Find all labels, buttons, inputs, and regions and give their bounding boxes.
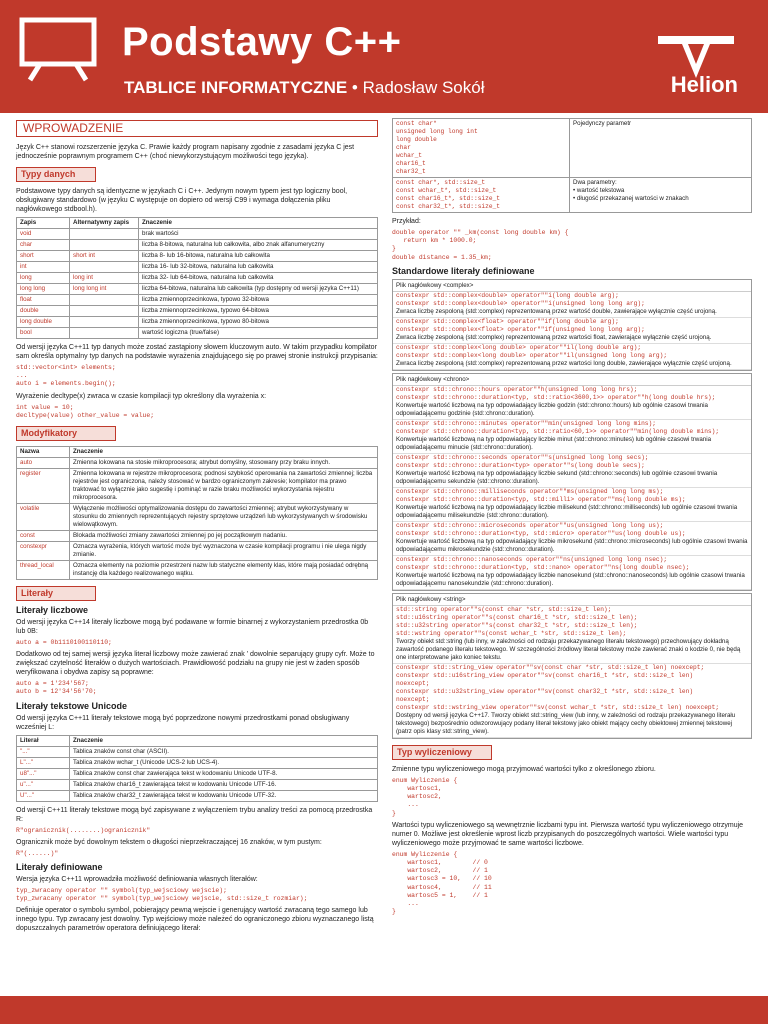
uni-head-1: Znaczenie (70, 735, 378, 746)
types-row-cell: liczba zmiennoprzecinkowa, typowo 64-bitowa (139, 306, 378, 317)
modifier-row-cell: constexpr (17, 542, 70, 561)
modifier-row-cell: thread_local (17, 561, 70, 580)
num-literals-text-2: Dodatkowo od tej samej wersji języka literał liczbowy może zawierać znak ' dowolnie separujący grupy cyfr. Może to zwiększać czytelność literałów o dużych wartościach. Prawidłowość podziału na grupy nie jest w żaden sposób weryfikowana i obydwa zapisy są poprawne: (16, 651, 375, 677)
section-enum: Typ wyliczeniowy (392, 745, 492, 760)
mod-head-0: Nazwa (17, 447, 70, 458)
params-double: const char*, std::size_t const wchar_t*, std::size_t const char16_t*, std::size_t const char32_t*, std::size_t (393, 178, 570, 213)
raw-text-2: Ogranicznik może być dowolnym tekstem o długości nieprzekraczającej 16 znaków, w tym pustym: (16, 838, 322, 846)
page-subtitle: TABLICE INFORMATYCZNE • Radosław Sokół (124, 78, 485, 97)
num-literals-title: Literały liczbowe (16, 605, 89, 616)
footer-band (0, 996, 768, 1024)
types-row-cell: int (17, 262, 70, 273)
types-row (17, 317, 378, 328)
chrono-item (393, 556, 751, 590)
chrono-code: constexpr std::chrono::microseconds operator""us(unsigned long long us); constexpr std::chrono::duration<typ, std::micro> operator""us(long double us); (396, 521, 686, 537)
decltype-code: int value = 10; decltype(value) other_value = value; (16, 403, 155, 419)
types-row-cell (70, 262, 139, 273)
types-row-cell: long int (70, 273, 139, 284)
types-row-cell: wartość logiczna (true/false) (139, 328, 378, 339)
types-table (16, 217, 378, 339)
unicode-table (16, 735, 378, 802)
uni-head-0: Literał (17, 735, 70, 746)
string-box (392, 593, 752, 739)
defined-code: typ_zwracany operator "" symbol(typ_wejsciowy wejscie); typ_zwracany operator "" symbol(typ_wejsciowy wejscie, std::size_t rozmiar); (16, 887, 308, 903)
types-row (17, 240, 378, 251)
unicode-literals-title: Literały tekstowe Unicode (16, 700, 128, 711)
types-row-cell: brak wartości (139, 229, 378, 240)
types-row-cell: float (17, 295, 70, 306)
params-double-desc: Dwa parametry: • wartość tekstowa • długość przekazanej wartości w znakach (570, 178, 752, 213)
chrono-desc: Konwertuje wartość liczbową na typ odpowiadający liczbie mikrosekund (std::chrono::microseconds) lub ogólnie czasowi trwania odpowiadającemu mikrosekundzie (std::chrono::duration). (396, 537, 748, 553)
enum-text: Zmienne typu wyliczeniowego mogą przyjmować wartości tylko z określonego zbioru. (392, 765, 656, 773)
chrono-code: constexpr std::chrono::hours operator""h(unsigned long long hrs); constexpr std::chrono::duration<typ, std::ratio<3600,1>> operator""h(long double hrs); (396, 385, 716, 401)
section-types: Typy danych (16, 167, 96, 182)
unicode-literals-text: Od wersji języka C++11 literały tekstowe mogą być poprzedzone nowymi przedrostkami ponad obsługiwany wcześniej L: (16, 714, 350, 731)
complex-desc: Zwraca liczbę zespoloną (std::complex) reprezentowaną przez wartości long double, zawierające wyłącznie część urojoną. (396, 359, 732, 367)
chrono-desc: Konwertuje wartość liczbową na typ odpowiadający liczbie nanosekund (std::chrono::nanoseconds) lub ogólnie czasowi trwania odpowiadającemu nanosekundzie (std::chrono::duration). (396, 571, 745, 587)
modifier-row-cell: Blokada możliwości zmiany zawartości zmiennej po jej początkowym nadaniu. (70, 531, 378, 542)
chrono-code: constexpr std::chrono::nanoseconds operator""ns(unsigned long long nsec); constexpr std::chrono::duration<typ, std::nano> operator""ns(long double nsec); (396, 555, 690, 571)
section-literals: Literały (16, 586, 96, 601)
types-head-2: Znaczenie (139, 218, 378, 229)
unicode-row (17, 757, 378, 768)
types-row-cell: double (17, 306, 70, 317)
modifier-row (17, 561, 378, 580)
types-row-cell (70, 317, 139, 328)
chrono-desc: Konwertuje wartość liczbową na typ odpowiadający liczbie sekund (std::chrono::seconds) lub ogólnie czasowi trwania odpowiadającemu sekundzie (std::chrono::duration). (396, 469, 718, 485)
types-row (17, 306, 378, 317)
types-row-cell: char (17, 240, 70, 251)
chrono-code: constexpr std::chrono::seconds operator""s(unsigned long long secs); constexpr std::chrono::duration<typ> operator""s(long double secs); (396, 453, 649, 469)
decltype-text: Wyrażenie decltype(x) zwraca w czasie kompilacji typ określony dla wyrażenia x: (16, 392, 267, 400)
string-code: std::string operator""s(const char *str, std::size_t len); std::u16string operator""s(const char16_t *str, std::size_t len); std::u32string operator""s(const char32_t *str, std::size_t len); std::wstring operator""s(const wchar_t *str, std::size_t len); (396, 605, 638, 637)
unicode-row-cell: Tablica znaków const char zawierająca tekst w kodowaniu Unicode UTF-8. (70, 768, 378, 779)
types-row-cell: bool (17, 328, 70, 339)
unicode-row (17, 768, 378, 779)
enum-code-2: enum Wyliczenie { wartosc1, // 0 wartosc2, // 1 wartosc3 = 10, // 10 wartosc4, // 11 wartosc5 = 1, // 1 ... } (392, 850, 492, 916)
types-row-cell: short (17, 251, 70, 262)
modifier-row (17, 504, 378, 531)
types-row-cell: liczba zmiennoprzecinkowa, typowo 80-bitowa (139, 317, 378, 328)
example-code: double operator "" _km(const long double km) { return km * 1000.0; } double distance = 1.35_km; (392, 229, 569, 261)
chrono-code: constexpr std::chrono::minutes operator""min(unsigned long long mins); constexpr std::chrono::duration<typ, std::ratio<60,1>> operator""min(long double mins); (396, 419, 720, 435)
chrono-box (392, 373, 752, 591)
types-row-cell: long (17, 273, 70, 284)
unicode-row-cell: "..." (17, 746, 70, 757)
types-row (17, 262, 378, 273)
types-row-cell: long long (17, 284, 70, 295)
types-row-cell: short int (70, 251, 139, 262)
unicode-row (17, 779, 378, 790)
types-row-cell: void (17, 229, 70, 240)
auto-code: std::vector<int> elements; ... auto i = elements.begin(); (16, 364, 116, 388)
raw-code: R"ogranicznik(........)ogranicznik" (16, 826, 151, 834)
modifier-row-cell: Wyłączenie możliwości optymalizowania dostępu do zawartości zmiennej; atrybut wykorzystywany w stosunku do zmiennych reprezentujących rejestry sprzętowe urządzeń lub wykorzystywanych w środowisku wielowątkowym. (70, 504, 378, 531)
types-row-cell: liczba 8- lub 16-bitowa, naturalna lub całkowita (139, 251, 378, 262)
types-row-cell: liczba zmiennoprzecinkowa, typowo 32-bitowa (139, 295, 378, 306)
types-head-1: Alternatywny zapis (70, 218, 139, 229)
chrono-desc: Konwertuje wartość liczbową na typ odpowiadający liczbie godzin (std::chrono::hours) lub ogólnie czasowi trwania odpowiadającemu godzinie (std::chrono::duration). (396, 401, 708, 417)
chrono-header: Plik nagłówkowy <chrono> (393, 374, 751, 386)
num-code-2: auto a = 1'234'567; auto b = 12'34'56'70; (16, 680, 97, 696)
modifier-row (17, 542, 378, 561)
params-table (392, 118, 752, 213)
unicode-row-cell: L"..." (17, 757, 70, 768)
chrono-desc: Konwertuje wartość liczbową na typ odpowiadający liczbie milisekund (std::chrono::milliseconds) lub ogólnie czasowi trwania odpowiadającemu milisekundzie (std::chrono::duration). (396, 503, 738, 519)
modifier-row-cell: register (17, 469, 70, 504)
raw-code-2: R"(......)" (16, 849, 59, 857)
modifiers-table (16, 446, 378, 580)
types-row (17, 251, 378, 262)
types-head-0: Zapis (17, 218, 70, 229)
string-desc: Tworzy obiekt std::string (lub inny, w zależności od rodzaju przekazywanego literału tekstowego) przechowujący dokładną zawartość podanego literału tekstowego. W szczególności źródłowy literał tekstowy może zawierać znaki o kodzie 0, nie będą one interpretowane jako koniec tekstu. (396, 637, 741, 661)
types-row-cell: liczba 32- lub 64-bitowa, naturalna lub całkowita (139, 273, 378, 284)
complex-code: constexpr std::complex<double> operator""i(long double arg); constexpr std::complex<double> operator""i(unsigned long long arg); (396, 291, 645, 307)
enum-code-1: enum Wyliczenie { wartosc1, wartosc2, ... } (392, 776, 458, 817)
chrono-item (393, 420, 751, 454)
num-literals-text: Od wersji języka C++14 literały liczbowe mogą być podawane w formie binarnej z wykorzystaniem przedrostka 0b lub 0B: (16, 619, 369, 636)
intro-text: Język C++ stanowi rozszerzenie języka C. Prawie każdy program napisany zgodnie z zasadami języka C jest jednocześnie poprawnym programem C++ (choć niewykorzystującym możliwości tego języka). (16, 144, 355, 160)
types-row (17, 295, 378, 306)
types-row-cell (70, 240, 139, 251)
string-desc: Dostępny od wersji języka C++17. Tworzy obiekt std::string_view (lub inny, w zależności od rodzaju przekazywanego literału tekstowego) bezpośrednio odwzorowujący podany literał tekstowy jako obiekt mający cechy obiektowej zmiennej tekstowej (patrz opis klasy std::string_view). (396, 711, 736, 735)
string-header: Plik nagłówkowy <string> (393, 594, 751, 606)
types-intro: Podstawowe typy danych są identyczne w językach C i C++. Jedynym nowym typem jest typ logiczny bool, obsługiwany standardowo (w języku C występuje on dopiero od wersji C99 i wymaga dołączenia pliku nagłówkowego stdbool.h). (16, 188, 348, 213)
left-column (16, 118, 378, 936)
types-row-cell (70, 229, 139, 240)
section-banner-intro: WPROWADZENIE (16, 120, 378, 137)
section-modifiers: Modyfikatory (16, 426, 116, 441)
modifier-row-cell: const (17, 531, 70, 542)
modifier-row-cell: auto (17, 458, 70, 469)
auto-text: Od wersji języka C++11 typ danych może zostać zastąpiony słowem kluczowym auto. W takim przypadku kompilator sam określa optymalny typ danych na podstawie wyrażenia znajdującego się po prawej stronie instrukcji przypisania: (16, 344, 378, 360)
defined-literals-text: Wersja języka C++11 wprowadziła możliwość definiowania własnych literałów: (16, 876, 258, 884)
chrono-desc: Konwertuje wartość liczbową na typ odpowiadający liczbie minut (std::chrono::minutes) lub ogólnie czasowi trwania odpowiadającemu minucie (std::chrono::duration). (396, 435, 712, 451)
types-row (17, 284, 378, 295)
string-item (393, 606, 751, 664)
unicode-row-cell: Tablica znaków wchar_t (Unicode UCS-2 lub UCS-4). (70, 757, 378, 768)
modifier-row (17, 531, 378, 542)
params-single: const char* unsigned long long int long double char wchar_t char16_t char32_t (393, 119, 570, 178)
types-row-cell: liczba 8-bitowa, naturalna lub całkowita, albo znak alfanumeryczny (139, 240, 378, 251)
defined-literals-text-2: Definiuje operator o symbolu symbol, pobierający pewną wejscie i generujący wartość zwracaną tego samego lub innego typu. Typ zwracany jest dowolny. Typ wejściowy może należeć do ograniczonego zbioru wyznaczanego listą dopuszczalnych parametrów operatora definiującego literał: (16, 907, 374, 933)
header-band (0, 0, 768, 113)
types-row-cell: long long int (70, 284, 139, 295)
unicode-row (17, 790, 378, 801)
string-item (393, 664, 751, 738)
modifier-row-cell: Oznacza elementy na poziomie przestrzeni nazw lub statyczne elementy klas, które mają posiadać odrębną instancję dla każdego realizowanego wątku. (70, 561, 378, 580)
num-code-1: auto a = 0b1110100110110; (16, 639, 112, 647)
types-row (17, 229, 378, 240)
page-title: Podstawy C++ (122, 20, 402, 64)
types-row-cell (70, 306, 139, 317)
complex-item (393, 344, 751, 370)
types-row-cell: liczba 64-bitowa, naturalna lub całkowita (typ dostępny od wersji języka C++11) (139, 284, 378, 295)
whiteboard-icon (18, 16, 98, 82)
complex-box (392, 279, 752, 371)
types-row (17, 328, 378, 339)
modifier-row-cell: volatile (17, 504, 70, 531)
unicode-row-cell: u8"..." (17, 768, 70, 779)
types-row-cell: long double (17, 317, 70, 328)
modifier-row-cell: Zmienna lokowana w rejestrze mikroprocesora; podnosi szybkość operowania na zawartości zmiennej; liczba rejestrów jest ograniczona, należy stosować w bardzo ograniczonym zakresie; kompilator ma prawo traktować to wyłącznie jako sugestię i pominąć w razie braku możliwości wykorzystania rejestru mikroprocesora. (70, 469, 378, 504)
chrono-item (393, 454, 751, 488)
right-column (392, 118, 752, 919)
defined-literals-title: Literały definiowane (16, 862, 103, 873)
modifier-row-cell: Oznacza wyrażenia, których wartość może być wyznaczona w czasie kompilacji programu i nie ulega nigdy zmianie. (70, 542, 378, 561)
params-single-desc: Pojedynczy parametr (570, 119, 752, 178)
chrono-item (393, 522, 751, 556)
complex-code: constexpr std::complex<long double> operator""il(long double arg); constexpr std::complex<long double> operator""il(unsigned long long arg); (396, 343, 668, 359)
complex-header: Plik nagłówkowy <complex> (393, 280, 751, 292)
unicode-row (17, 746, 378, 757)
types-row-cell (70, 295, 139, 306)
example-label: Przykład: (392, 218, 421, 225)
modifier-row (17, 469, 378, 504)
modifier-row-cell: Zmienna lokowana na stosie mikroprocesora; atrybut domyślny, stosowany przy braku innych. (70, 458, 378, 469)
raw-text: Od wersji C++11 literały tekstowe mogą być zapisywane z wyłączeniem trybu analizy treści za pomocą przedrostka R: (16, 806, 373, 823)
chrono-code: constexpr std::chrono::milliseconds operator""ms(unsigned long long ms); constexpr std::chrono::duration<typ, std::milli> operator""ms(long double ms); (396, 487, 686, 503)
mod-head-1: Znaczenie (70, 447, 378, 458)
std-literals-title: Standardowe literały definiowane (392, 265, 535, 276)
logo-text: Helion (670, 72, 738, 97)
unicode-row-cell: Tablica znaków char16_t zawierająca tekst w kodowaniu Unicode UTF-16. (70, 779, 378, 790)
enum-text-2: Wartości typu wyliczeniowego są wewnętrznie liczbami typu int. Pierwsza wartość typu wyliczeniowego otrzymuje numer 0. Możliwe jest określenie wprost liczb przypisanych do poszczególnych wartości. Wiele wartości typu wyliczeniowego może przyjmować te same wartości liczbowe. (392, 821, 744, 847)
chrono-item (393, 488, 751, 522)
complex-code: constexpr std::complex<float> operator""if(long double arg); constexpr std::complex<float> operator""if(unsigned long long arg); (396, 317, 645, 333)
types-row-cell: liczba 16- lub 32-bitowa, naturalna lub całkowita (139, 262, 378, 273)
chrono-item (393, 386, 751, 420)
complex-item (393, 292, 751, 318)
unicode-row-cell: Tablica znaków const char (ASCII). (70, 746, 378, 757)
complex-desc: Zwraca liczbę zespoloną (std::complex) reprezentowaną przez wartość double, zawierające wyłącznie część urojoną. (396, 307, 717, 315)
unicode-row-cell: Tablica znaków char32_t zawierająca tekst w kodowaniu Unicode UTF-32. (70, 790, 378, 801)
unicode-row-cell: U"..." (17, 790, 70, 801)
unicode-row-cell: u"..." (17, 779, 70, 790)
string-code: constexpr std::string_view operator""sv(const char *str, std::size_t len) noexcept; constexpr std::u16string_view operator""sv(const char16_t *str, std::size_t len) noexcept; constexpr std::u32string_view operator""sv(const char32_t *str, std::size_t len) noexcept; constexpr std::wstring_view operator""sv(const wchar_t *str, std::size_t len) noexcept; (396, 663, 720, 711)
types-row (17, 273, 378, 284)
complex-item (393, 318, 751, 344)
modifier-row (17, 458, 378, 469)
types-row-cell (70, 328, 139, 339)
complex-desc: Zwraca liczbę zespoloną (std::complex) reprezentowaną przez wartości float, zawierające wyłącznie część urojoną. (396, 333, 712, 341)
